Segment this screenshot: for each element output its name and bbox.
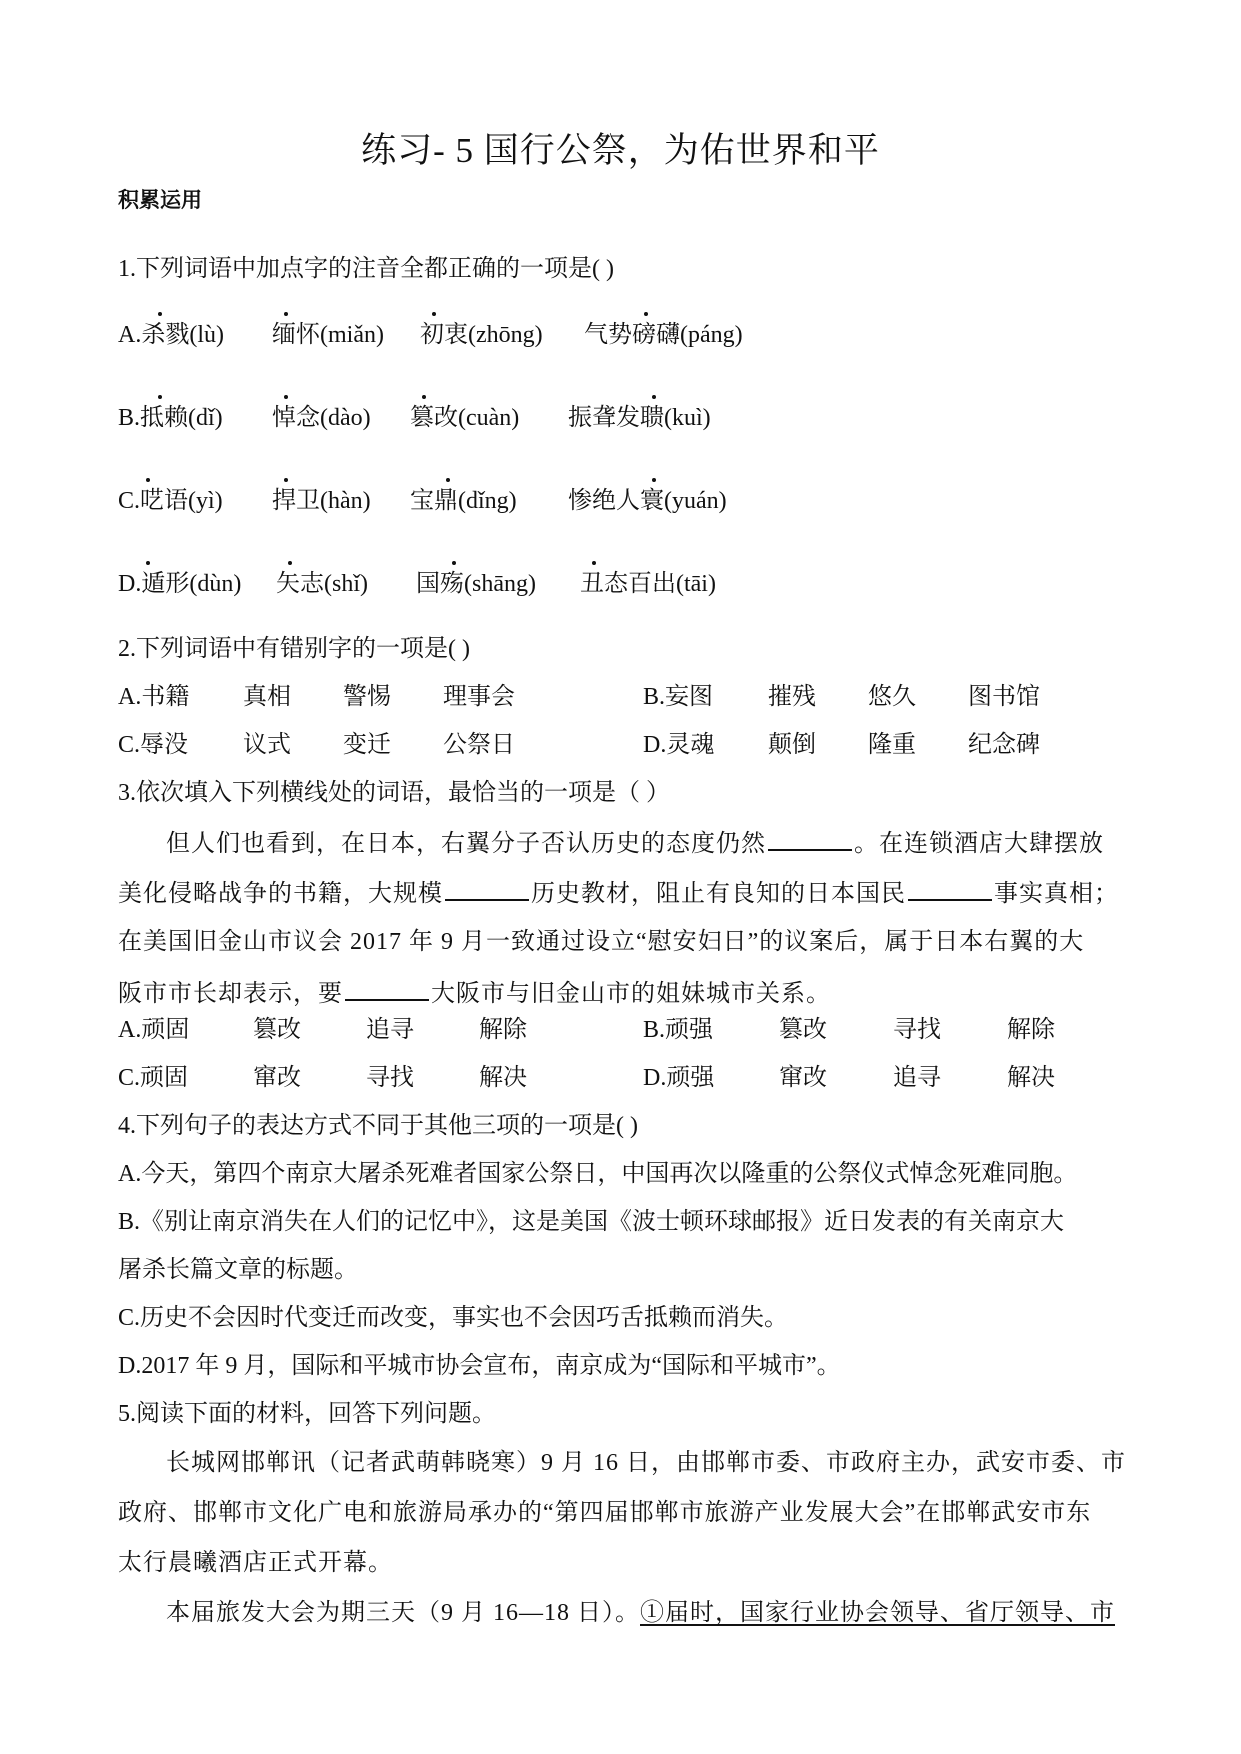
q4-option-a: A.今天，第四个南京大屠杀死难者国家公祭日，中国再次以隆重的公祭仪式悼念死难同胞。 (118, 1161, 1078, 1187)
emphasis-dot (644, 312, 648, 316)
q1-b-term-4: 振聋发聩(kuì) (568, 405, 711, 431)
q3-text: 历史教材，阻止有良知的日本国民 (531, 881, 906, 907)
q2-option-a-4: 理事会 (443, 684, 515, 710)
q2-option-c-3: 变迁 (343, 732, 391, 758)
q3-option-d-4: 解决 (1007, 1065, 1055, 1091)
q3-option-d-3: 追寻 (893, 1065, 941, 1091)
q1-c-term-1: C.呓语(yì) (118, 488, 223, 514)
q2-option-c-1: C.辱没 (118, 732, 189, 758)
q3-option-c-1: C.顽固 (118, 1065, 189, 1091)
emphasis-dot (652, 478, 656, 482)
emphasis-dot (652, 395, 656, 399)
q2-option-b-3: 悠久 (868, 684, 916, 710)
q4-option-c: C.历史不会因时代变迁而改变，事实也不会因巧舌抵赖而消失。 (118, 1305, 789, 1331)
q2-option-a-1: A.书籍 (118, 684, 190, 710)
section-heading: 积累运用 (118, 188, 202, 212)
q1-b-term-3: 篡改(cuàn) (410, 405, 520, 431)
q1-c-term-2: 捍卫(hàn) (272, 488, 371, 514)
q4-option-b-line-1: B.《别让南京消失在人们的记忆中》，这是美国《波士顿环球邮报》近日发表的有关南京大 (118, 1209, 1065, 1235)
emphasis-dot (158, 312, 162, 316)
q3-option-d-2: 窜改 (779, 1065, 827, 1091)
emphasis-dot (422, 395, 426, 399)
page-title: 练习- 5 国行公祭，为佑世界和平 (361, 131, 880, 170)
emphasis-dot (452, 561, 456, 565)
q2-option-d-1: D.灵魂 (643, 732, 715, 758)
emphasis-dot (146, 478, 150, 482)
q1-a-term-4: 气势磅礴(páng) (584, 322, 743, 348)
q1-a-term-3: 初衷(zhōng) (420, 322, 543, 348)
q2-option-a-3: 警惕 (343, 684, 391, 710)
q5-paragraph-1-line-3: 太行晨曦酒店正式开幕。 (118, 1550, 393, 1576)
q1-d-term-4: 丑态百出(tāi) (580, 571, 716, 597)
underlined-sentence: ①届时，国家行业协会领导、省厅领导、市 (640, 1600, 1115, 1626)
q3-option-b-1: B.顽强 (643, 1017, 714, 1043)
q3-option-b-4: 解除 (1007, 1017, 1055, 1043)
q3-passage-line-3: 在美国旧金山市议会 2017 年 9 月一致通过设立“慰安妇日”的议案后，属于日本右翼的大 (118, 929, 1085, 955)
q2-stem: 2.下列词语中有错别字的一项是( ) (118, 636, 470, 662)
q4-stem: 4.下列句子的表达方式不同于其他三项的一项是( ) (118, 1113, 638, 1139)
q2-option-c-2: 议式 (243, 732, 291, 758)
q5-stem: 5.阅读下面的材料，回答下列问题。 (118, 1401, 496, 1427)
q3-text: 阪市市长却表示，要 (118, 981, 343, 1007)
q1-a-term-2: 缅怀(miǎn) (272, 322, 384, 348)
q3-passage-line-1 (166, 825, 1128, 861)
emphasis-dot (432, 312, 436, 316)
q3-option-c-4: 解决 (479, 1065, 527, 1091)
q2-option-d-3: 隆重 (868, 732, 916, 758)
q2-option-d-4: 纪念碑 (968, 732, 1040, 758)
emphasis-dot (146, 561, 150, 565)
q3-passage-line-4 (118, 975, 1128, 1011)
q1-b-term-1: B.抵赖(dǐ) (118, 405, 223, 431)
q1-c-term-4: 惨绝人寰(yuán) (568, 488, 727, 514)
q2-option-b-4: 图书馆 (968, 684, 1040, 710)
q3-passage-line-2 (118, 875, 1128, 911)
emphasis-dot (446, 478, 450, 482)
q3-option-a-3: 追寻 (366, 1017, 414, 1043)
q2-option-d-2: 颠倒 (768, 732, 816, 758)
emphasis-dot (592, 561, 596, 565)
q3-text: 但人们也看到，在日本，右翼分子否认历史的态度仍然 (166, 831, 766, 857)
q3-option-d-1: D.顽强 (643, 1065, 715, 1091)
q5-paragraph-2-line-1 (166, 1596, 1128, 1630)
q4-option-b-line-2: 屠杀长篇文章的标题。 (118, 1257, 358, 1283)
q3-stem: 3.依次填入下列横线处的词语，最恰当的一项是（ ） (118, 780, 670, 806)
q3-text: 大阪市与旧金山市的姐妹城市关系。 (431, 981, 831, 1007)
q5-text: 本届旅发大会为期三天（9 月 16—18 日）。 (166, 1600, 640, 1626)
emphasis-dot (284, 395, 288, 399)
q3-option-a-2: 篡改 (253, 1017, 301, 1043)
fill-blank-2 (445, 875, 529, 901)
fill-blank-1 (768, 825, 852, 851)
emphasis-dot (158, 395, 162, 399)
q1-a-term-1: A.杀戮(lù) (118, 322, 224, 348)
q1-d-term-2: 矢志(shǐ) (276, 571, 368, 597)
q3-option-a-4: 解除 (479, 1017, 527, 1043)
q2-option-a-2: 真相 (243, 684, 291, 710)
emphasis-dot (284, 312, 288, 316)
q3-option-b-2: 篡改 (779, 1017, 827, 1043)
q1-stem: 1.下列词语中加点字的注音全都正确的一项是( ) (118, 256, 614, 282)
q2-option-b-2: 摧残 (768, 684, 816, 710)
fill-blank-3 (908, 875, 992, 901)
q2-option-c-4: 公祭日 (443, 732, 515, 758)
q3-text: 美化侵略战争的书籍，大规模 (118, 881, 443, 907)
q1-c-term-3: 宝鼎(dǐng) (410, 488, 517, 514)
emphasis-dot (288, 561, 292, 565)
q3-text: 事实真相； (994, 881, 1119, 907)
q5-paragraph-1-line-2: 政府、邯郸市文化广电和旅游局承办的“第四届邯郸市旅游产业发展大会”在邯郸武安市东 (118, 1500, 1092, 1526)
q3-option-b-3: 寻找 (893, 1017, 941, 1043)
q2-option-b-1: B.妄图 (643, 684, 714, 710)
fill-blank-4 (345, 975, 429, 1001)
q4-option-d: D.2017 年 9 月，国际和平城市协会宣布，南京成为“国际和平城市”。 (118, 1353, 841, 1379)
q3-option-c-3: 寻找 (366, 1065, 414, 1091)
q3-option-c-2: 窜改 (253, 1065, 301, 1091)
q1-b-term-2: 悼念(dào) (272, 405, 371, 431)
q3-text: 。在连锁酒店大肆摆放 (854, 831, 1104, 857)
q5-paragraph-1-line-1: 长城网邯郸讯（记者武萌韩晓寒）9 月 16 日，由邯郸市委、市政府主办，武安市委、市 (166, 1450, 1126, 1476)
q1-d-term-3: 国殇(shāng) (416, 571, 536, 597)
emphasis-dot (284, 478, 288, 482)
q1-d-term-1: D.遁形(dùn) (118, 571, 242, 597)
q3-option-a-1: A.顽固 (118, 1017, 190, 1043)
